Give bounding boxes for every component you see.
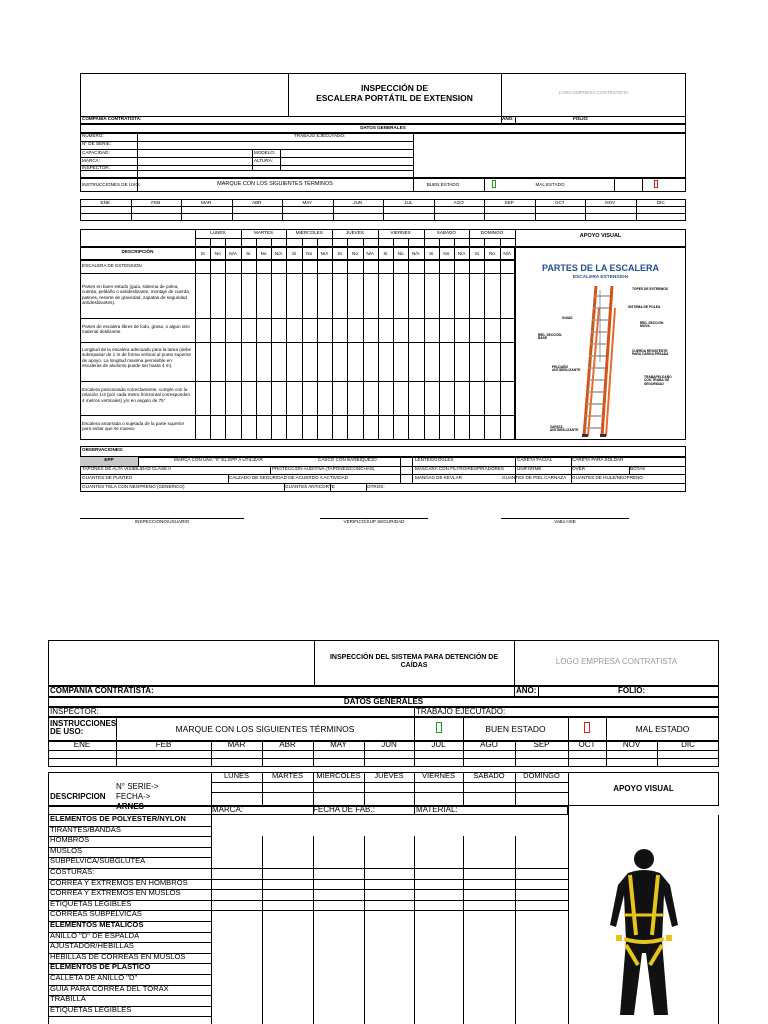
form1-answer-si: Si — [337, 251, 342, 256]
form2-item: ETIQUETAS LEGIBLES — [50, 1004, 132, 1014]
form2-logo-placeholder: LOGO EMPRESA CONTRATISTA — [555, 657, 678, 666]
epp-casco: CASCO CON BARBIQUEJO — [318, 457, 377, 462]
form2-item: ELEMENTOS METALICOS — [50, 920, 144, 929]
ladder-label-zapata: ZAPATA ANTIDESLIZANTE — [550, 425, 579, 433]
form1-item-1: Partes en buen estado (guía, sistema de polea, cuerda, peldaño o antideslizante, montaje de cuerda, patines, resorte de gravedad, zapatas de seguridad antideslizantes). — [82, 284, 191, 305]
form1-item-5: Escalera amarrada o sujetada de la parte superior para evitar que se mueva. — [82, 421, 185, 432]
form1-answer-na: N/A — [320, 251, 329, 256]
form2-trabajo-label: TRABAJO EJECUTADO: — [416, 707, 506, 716]
form2-month-jul: JUL — [431, 740, 446, 749]
form2-day-sabado: SABADO — [473, 771, 505, 780]
safety-harness-illustration — [598, 845, 690, 1017]
form1-month-dic: DIC — [656, 200, 665, 205]
form1-day-lunes: LUNES — [210, 230, 226, 235]
form1-month-abr: ABR — [252, 200, 262, 205]
form1-item-3: Longitud de la escalera adecuado para la tarea (debe sobrepasar de 1 m de forma vertical al punto superior de apoyo. La longitud maxima permisible en escaleras de aluminio puede ser hasta 4 m). — [82, 347, 192, 368]
form2-item: MUSLOS — [50, 845, 83, 855]
bad-state-icon — [584, 722, 590, 733]
form1-folio-label: FOLIO: — [573, 116, 589, 121]
form2-fecha-fab-label: FECHA DE FAB.: — [313, 805, 375, 814]
form2-title-line2: CAÍDAS — [400, 662, 428, 669]
form1-answer-no: No — [352, 251, 358, 256]
form2-day-lunes: LUNES — [223, 771, 249, 780]
form2-item: AJUSTADOR/HEBILLAS — [50, 941, 134, 951]
epp-chaleco: TAPONES DE ALTA VISIBILIDAD CLASE II — [82, 466, 171, 471]
form2-general-data: DATOS GENERALES — [343, 697, 424, 706]
form1-month-oct: OCT — [554, 200, 565, 205]
form1-answer-no: No — [306, 251, 313, 256]
form1-answer-na: N/A — [412, 251, 420, 256]
epp-instruction: MARCA CON UNA "X" EL EPP A UTILIZAR — [174, 457, 263, 462]
form1-answer-na: N/A — [229, 251, 237, 256]
form1-general-data: DATOS GENERALES — [360, 125, 406, 130]
form1-altura-label: ALTURA: — [254, 158, 274, 163]
form1-mark-terms: MARQUE CON LOS SIGUIENTES TÉRMINOS — [217, 181, 333, 187]
form1-year-label: AÑO: — [502, 116, 514, 121]
form1-month-ago: AGO — [453, 200, 464, 205]
form2-item: TIRANTES/BANDAS — [50, 824, 121, 834]
form2-day-martes: MARTES — [271, 771, 304, 780]
form2-month-feb: FEB — [155, 740, 172, 749]
form2-item: ETIQUETAS LEGIBLES — [50, 898, 132, 908]
form2-item: ELEMENTOS DE POLYESTER/NYLON — [50, 814, 186, 823]
form1-month-jun: JUN — [353, 200, 363, 205]
form2-inspector-label: INSPECTOR: — [50, 707, 99, 716]
form2-marca-label: MARCA: — [212, 805, 244, 814]
ladder-label-peldano: PELDAÑO ANTIDESLIZANTE — [552, 365, 581, 373]
form2-item: GUIA PARA CORREA DEL TORAX — [50, 983, 169, 993]
ladder-label-trabador: TRABAPELDAÑO CON TRABA DE SEGURIDAD — [644, 375, 672, 386]
ladder-label-polea: SISTEMA DE POLEA — [628, 305, 661, 309]
form1-answer-na: N/A — [457, 251, 466, 256]
form2-item: CORREA Y EXTREMOS EN MUSLOS — [50, 888, 181, 898]
form2-day-viernes: VIERNES — [422, 771, 455, 780]
form1-visual-support: APOYO VISUAL — [579, 233, 622, 239]
form1-modelo-label: MODELO: — [254, 150, 276, 155]
form1-observations — [80, 446, 686, 457]
form1-day-jueves: JUEVES — [346, 230, 364, 235]
form1-title-line2: ESCALERA PORTÁTIL DE EXTENSION — [316, 93, 473, 103]
form2-title-line1: INSPECCIÓN DEL SISTEMA PARA DETENCIÓN DE — [329, 654, 499, 661]
form1-answer-si: Si — [246, 251, 251, 256]
form2-day-jueves: JUEVES — [374, 771, 404, 780]
form2-items-table — [48, 815, 719, 1024]
form2-month-dic: DIC — [681, 740, 695, 749]
form2-month-oct: OCT — [578, 740, 596, 749]
form2-item: CORREAS SUBPELVICAS — [50, 909, 142, 919]
form2-material-label: MATERIAL: — [416, 805, 458, 814]
form2-bad-state: MAL ESTADO — [635, 724, 690, 734]
form2-month-ago: AGO — [480, 740, 498, 749]
form2-month-mar: MAR — [227, 740, 246, 749]
form1-month-feb: FEB — [151, 200, 161, 205]
ladder-subtitle: ESCALERA EXTENSION — [572, 275, 629, 280]
form2-good-state: BUEN ESTADO — [485, 724, 546, 734]
form1-description-label: DESCRIPCIÓN — [121, 249, 154, 254]
form1-capacidad-label: CAPACIDAD: — [82, 150, 110, 155]
form1-instructions-label: INSTRUCCIONES DE USO: — [82, 182, 141, 187]
epp-header: EPP — [104, 457, 114, 462]
form1-answer-na: N/A — [503, 251, 512, 256]
ladder-label-base: RIEL SECCION BASE — [538, 333, 562, 341]
epp-tela: GUANTES TELA CON NEOPRENO (GENERICO) — [82, 484, 185, 489]
form1-answer-no: No — [489, 251, 495, 256]
form2-day-domingo: DOMINGO — [523, 771, 560, 780]
form2-item: HOMBROS — [50, 835, 90, 845]
ladder-label-movil: RIEL SECCION MOVIL — [640, 321, 664, 329]
form1-answer-si: Si — [200, 251, 205, 256]
form2-visual-support: APOYO VISUAL — [613, 784, 674, 793]
form1-item-4: Escalera posicionada correctamente, cumple con la relación 1/4 (por cada metro horizontal corresponden 4 metros verticales) y/o en angulo de 75° — [82, 387, 191, 403]
form2-instructions-row — [48, 717, 719, 741]
form1-bad-state: MAL ESTADO — [535, 182, 565, 187]
form1-marca-label: MARCA: — [82, 158, 100, 163]
form1-general-grid — [80, 133, 686, 178]
form1-month-nov: NOV — [605, 200, 616, 205]
ladder-label-topes: TOPES DE EXTREMOS — [632, 287, 669, 291]
form1-day-martes: MARTES — [254, 230, 274, 235]
form2-fecha-label: FECHA-> — [116, 792, 151, 801]
form2-month-sep: SEP — [533, 740, 550, 749]
epp-anticorte: GUANTES ANTICORTE — [285, 484, 335, 489]
epp-lentes: LENTES/GOGLES — [415, 457, 454, 462]
sig-inspector: INSPECCIONO/USUARIO — [134, 519, 190, 524]
form1-answer-na: N/A — [274, 251, 283, 256]
form1-trabajo-label: TRABAJO EJECUTADO: — [294, 133, 346, 138]
form1-day-sabado: SABADO — [436, 230, 456, 235]
form1-answer-si: Si — [474, 251, 479, 256]
form1-day-miercoles: MIERCOLES — [295, 230, 323, 235]
form1-serie-label: Nº DE SERIE: — [82, 141, 111, 146]
form1-logo-placeholder: LOGO EMPRESA CONTRATISTA — [558, 90, 629, 95]
ladder-title: PARTES DE LA ESCALERA — [541, 263, 659, 273]
form1-company-label: COMPAÑÍA CONTRATISTA: — [82, 116, 142, 121]
epp-botas: BOTAS — [630, 466, 646, 471]
ladder-label-cuerda: CUERDA RESISTENTE PARA CARGA PESADA — [632, 349, 669, 357]
form2-day-miercoles: MIERCOLES — [316, 771, 361, 780]
form1-month-sep: SEP — [504, 200, 514, 205]
form2-month-jun: JUN — [381, 740, 397, 749]
epp-uniforme: UNIFORME — [517, 466, 542, 471]
form1-month-jul: JUL — [404, 200, 413, 205]
form2-header — [48, 640, 719, 686]
epp-careta-soldar: CARETA PARA SOLDAR — [572, 457, 624, 462]
extension-ladder-illustration — [580, 282, 620, 438]
form2-item: CORREA Y EXTREMOS EN HOMBROS — [50, 877, 188, 887]
form1-answer-no: No — [260, 251, 267, 256]
form1-answer-si: Si — [383, 251, 388, 256]
form2-serie-label: N° SERIE-> — [116, 782, 159, 791]
form1-company-row — [80, 116, 686, 124]
epp-carnaza: GUANTES DE PIEL CARNAZA — [502, 475, 567, 480]
form2-month-may: MAY — [330, 740, 347, 749]
form2-item: ELEMENTOS DE PLASTICO — [50, 962, 151, 972]
form2-company-label: COMPAÑIA CONTRATISTA: — [50, 686, 154, 695]
form1-item-0: ESCALERA DE EXTENSION — [82, 263, 142, 268]
form2-months-grid — [48, 741, 719, 767]
sig-hse: VoBo HSE — [554, 519, 576, 524]
bad-state-icon — [654, 180, 658, 188]
form2-month-ene: ENE — [73, 740, 91, 749]
form2-folio-label: FOLIO: — [618, 686, 646, 695]
form1-item-2: Partes de escalera libres de lodo, grasa, o algun otro material deslizante. — [82, 324, 190, 335]
good-state-icon — [436, 722, 442, 733]
form2-description-label: DESCRIPCION — [50, 792, 106, 801]
form1-numero-label: NUMERO: — [82, 133, 104, 138]
form2-item: ANILLO "D" DE ESPALDA — [50, 930, 140, 940]
form1-month-ene: ENE — [100, 200, 110, 205]
form2-arnes-label: ARNES — [116, 802, 145, 811]
epp-mangas: MANGAS DE KEVLAR — [415, 475, 462, 480]
epp-hule: GUANTES DE HULE/NEOPRENO — [572, 475, 643, 480]
form1-inspector-label: INSPECTOR: — [82, 165, 110, 170]
form1-answer-na: N/A — [366, 251, 374, 256]
form1-answer-no: No — [397, 251, 404, 256]
form2-mark-terms: MARQUE CON LOS SIGUIENTES TÉRMINOS — [175, 724, 355, 734]
form1-answer-si: Si — [429, 251, 434, 256]
form1-observations-label: OBSERVACIONES: — [82, 447, 124, 452]
form2-item: HEBILLAS DE CORREAS EN MUSLOS — [50, 951, 186, 961]
form2-item: SUBPELVICA/SUBGLUTEA — [50, 856, 146, 866]
form1-answer-no: No — [443, 251, 450, 256]
form2-instructions-label: INSTRUCCIONES DE USO: — [50, 719, 117, 736]
form1-month-mar: MAR — [201, 200, 212, 205]
form1-answer-si: Si — [291, 251, 297, 256]
form1-day-domingo: DOMINGO — [480, 230, 504, 235]
form2-item: COSTURAS: — [50, 867, 95, 876]
form2-month-nov: NOV — [622, 740, 641, 749]
sig-safety: VERIFICO/SUP SEGURIDAD — [343, 519, 405, 524]
form1-answer-no: No — [214, 251, 221, 256]
form2-year-label: AÑO: — [516, 686, 537, 695]
ladder-label-guias: GUIAS — [562, 316, 573, 320]
good-state-icon — [492, 180, 496, 188]
form1-title-line1: INSPECCIÓN DE — [360, 83, 429, 93]
epp-auditiva: PROTECCION AUDITIVA (TAPONES/CONCHAS) — [272, 466, 375, 471]
form2-item: TRABILLA — [50, 994, 86, 1004]
form2-month-abr: ABR — [279, 740, 296, 749]
form2-item: CALLETA DE ANILLO "D" — [50, 973, 138, 982]
epp-careta: CARETA FACIAL — [517, 457, 553, 462]
epp-otros: OTROS: — [367, 484, 385, 489]
form1-good-state: BUEN ESTADO — [426, 182, 460, 187]
epp-mascara: MASCARA CON FILTRO/RESPIRADORES — [415, 466, 504, 471]
form1-month-may: MAY — [302, 200, 313, 205]
epp-guantes-punteo: GUANTES DE PUNTEO — [82, 475, 133, 480]
epp-over: OVER — [572, 466, 586, 471]
epp-calzado: CALZADO DE SEGURIDAD DE ACUERDO A ACTIVIDAD — [229, 475, 348, 480]
form1-day-viernes: VIERNES — [390, 230, 411, 235]
